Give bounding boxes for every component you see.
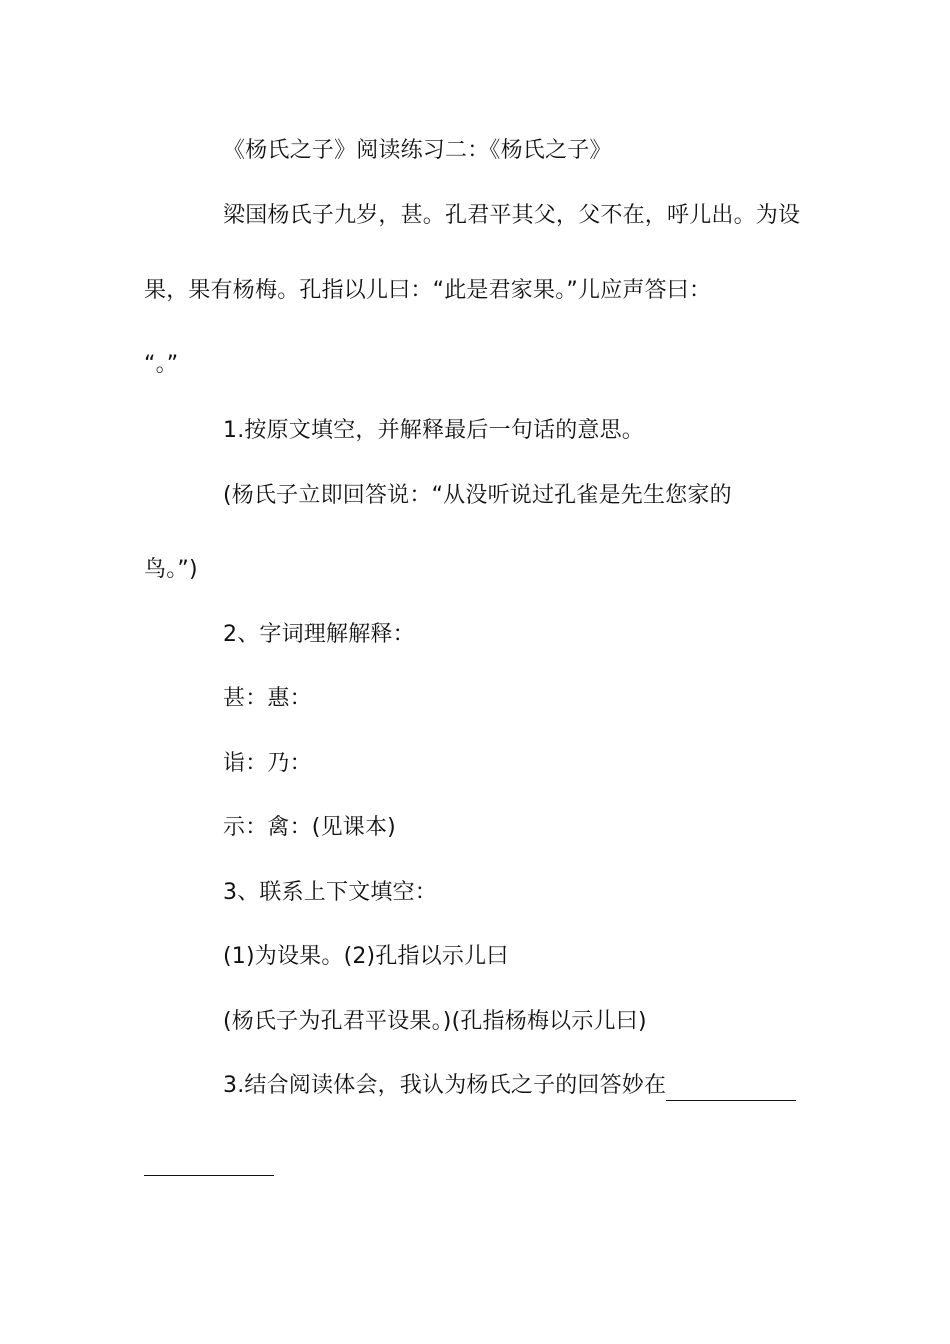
passage-line-2: 果，果有杨梅。孔指以儿曰：“此是君家果。”儿应声答曰： xyxy=(144,278,712,303)
document-title: 《杨氏之子》阅读练习二：《杨氏之子》 xyxy=(223,138,612,163)
question-4-prompt: 3.结合阅读体会，我认为杨氏之子的回答妙在 xyxy=(223,1073,667,1098)
question-3-prompt: 3、联系上下文填空： xyxy=(223,880,437,905)
answer-blank-2[interactable] xyxy=(144,1149,274,1176)
passage-line-3: “。” xyxy=(144,352,179,377)
question-2-row-2: 诣：乃： xyxy=(223,751,312,776)
question-2-prompt: 2、字词理解解释： xyxy=(223,622,415,647)
question-2-row-1: 甚：惠： xyxy=(223,686,312,711)
passage-line-1: 梁国杨氏子九岁，甚。孔君平其父，父不在，呼儿出。为设 xyxy=(223,203,801,228)
question-1-answer-line-1: (杨氏子立即回答说：“从没听说过孔雀是先生您家的 xyxy=(223,483,732,508)
question-4-line-1 xyxy=(223,1071,796,1101)
question-1-prompt: 1.按原文填空，并解释最后一句话的意思。 xyxy=(223,418,644,443)
answer-blank-1[interactable] xyxy=(666,1074,796,1101)
question-4-line-2 xyxy=(144,1146,274,1176)
question-1-answer-line-2: 鸟。”) xyxy=(144,557,198,582)
question-2-row-3: 示：禽：(见课本) xyxy=(223,815,396,840)
question-3-items: (1)为设果。(2)孔指以示儿曰 xyxy=(223,944,509,969)
question-3-answer: (杨氏子为孔君平设果。)(孔指杨梅以示儿曰) xyxy=(223,1009,647,1034)
